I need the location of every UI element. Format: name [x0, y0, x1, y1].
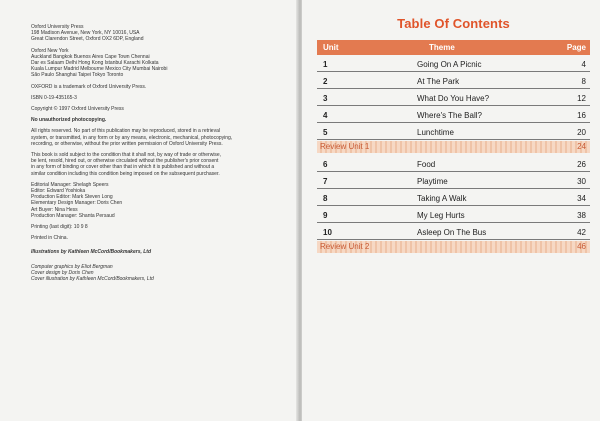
toc-unit-row — [317, 206, 590, 223]
unit-page-number: 34 — [577, 194, 586, 203]
staff-credits — [31, 182, 286, 219]
unit-number: 9 — [323, 211, 328, 220]
toc-body — [317, 55, 590, 253]
toc-unit-row — [317, 55, 590, 72]
header-page: Page — [566, 43, 586, 52]
printed-in: Printed in China. — [31, 235, 68, 242]
condition-line: in any form of binding or cover other than that in which it is published and without a — [31, 164, 215, 171]
unit-page-number: 12 — [577, 94, 586, 103]
isbn: ISBN 0-19-435165-3 — [31, 94, 77, 101]
unit-number: 3 — [323, 94, 328, 103]
rights-line: All rights reserved. No part of this publication may be reproduced, stored in a retrieval — [31, 128, 220, 135]
unit-theme: Asleep On The Bus — [417, 228, 487, 237]
unit-theme: Taking A Walk — [417, 194, 467, 203]
toc-review-row — [317, 241, 590, 253]
graphics-credits — [31, 264, 286, 283]
toc-unit-row — [317, 72, 590, 89]
review-label: Review Unit 2 — [320, 242, 370, 251]
header-theme: Theme — [429, 43, 455, 52]
unit-number: 2 — [323, 77, 328, 86]
unit-number: 10 — [323, 228, 332, 237]
rights-paragraph — [31, 128, 286, 147]
toc-unit-row — [317, 89, 590, 106]
address-line: Oxford University Press — [31, 24, 84, 30]
unit-page-number: 8 — [581, 77, 586, 86]
unit-page-number: 16 — [577, 111, 586, 120]
contents-page — [302, 0, 600, 421]
graphics-credit-line: Cover design by Doris Chen — [31, 269, 94, 276]
unit-theme: Playtime — [417, 177, 448, 186]
illustrations-credit: Illustrations by Kathleen McCord/Bookmakers, Ltd — [31, 249, 152, 256]
unit-page-number: 26 — [577, 160, 586, 169]
credit-line: Production Manager: Shanta Persaud — [31, 212, 115, 219]
toc-unit-row — [317, 189, 590, 206]
header-unit: Unit — [323, 43, 339, 52]
unit-page-number: 38 — [577, 211, 586, 220]
unit-theme: My Leg Hurts — [417, 211, 465, 220]
unit-theme: Where's The Ball? — [417, 111, 482, 120]
offices-line: Auckland Bangkok Buenos Aires Cape Town Chennai — [31, 53, 150, 60]
graphics-credit-line: Cover illustration by Kathleen McCord/Bookmakers, Ltd — [31, 276, 154, 283]
toc-header-row — [317, 40, 590, 55]
address-line: 198 Madison Avenue, New York, NY 10016, USA — [31, 30, 140, 37]
unit-page-number: 42 — [577, 228, 586, 237]
trademark-notice: OXFORD is a trademark of Oxford University Press. — [31, 83, 147, 90]
credit-line: Production Editor: Mark Steven Long — [31, 194, 113, 201]
offices-line: Oxford New York — [31, 47, 69, 54]
unit-number: 1 — [323, 60, 328, 69]
condition-paragraph — [31, 152, 286, 177]
unit-number: 5 — [323, 128, 328, 137]
toc-unit-row — [317, 123, 590, 140]
publisher-address — [31, 24, 286, 43]
condition-line: This book is sold subject to the condition that it shall not, by way of trade or otherwise, — [31, 152, 222, 159]
unit-number: 7 — [323, 177, 328, 186]
condition-line: similar condition including this condition being imposed on the subsequent purchaser. — [31, 170, 220, 177]
publisher-offices — [31, 48, 286, 79]
unit-page-number: 20 — [577, 128, 586, 137]
toc-review-row — [317, 141, 590, 153]
no-photocopy-notice: No unauthorized photocopying. — [31, 117, 107, 124]
rights-line: system, or transmitted, in any form or by any means, electronic, mechanical, photocopying, — [31, 134, 233, 141]
review-label: Review Unit 1 — [320, 142, 370, 151]
offices-line: São Paulo Shanghai Taipei Tokyo Toronto — [31, 72, 124, 79]
credit-line: Elementary Design Manager: Doris Chen — [31, 200, 123, 207]
rights-line: recording, or otherwise, without the prior written permission of Oxford University Press. — [31, 140, 223, 147]
unit-theme: At The Park — [417, 77, 460, 86]
toc-unit-row — [317, 106, 590, 123]
credit-line: Art Buyer: Nina Hess — [31, 206, 78, 213]
toc-unit-row — [317, 172, 590, 189]
copyright-notice: Copyright © 1997 Oxford University Press — [31, 106, 124, 113]
unit-theme: Lunchtime — [417, 128, 454, 137]
toc-unit-row — [317, 155, 590, 172]
unit-number: 4 — [323, 111, 328, 120]
unit-theme: What Do You Have? — [417, 94, 490, 103]
review-page-number: 24 — [577, 142, 586, 151]
review-page-number: 46 — [577, 242, 586, 251]
copyright-page — [0, 0, 298, 421]
unit-page-number: 4 — [581, 60, 586, 69]
address-line: Great Clarendon Street, Oxford OX2 6DP, England — [31, 36, 144, 43]
credit-line: Editorial Manager: Shelagh Speers — [31, 181, 109, 188]
toc-unit-row — [317, 223, 590, 240]
unit-theme: Going On A Picnic — [417, 60, 482, 69]
graphics-credit-line: Computer graphics by Eliot Bergman — [31, 263, 113, 270]
toc-title: Table Of Contents — [397, 16, 510, 31]
credit-line: Editor: Edward Yoshioka — [31, 188, 86, 195]
printing-line: Printing (last digit): 10 9 8 — [31, 224, 88, 231]
condition-line: be lent, resold, hired out, or otherwise circulated without the publisher's prior consent — [31, 158, 219, 165]
unit-number: 6 — [323, 160, 328, 169]
unit-page-number: 30 — [577, 177, 586, 186]
unit-number: 8 — [323, 194, 328, 203]
offices-line: Kuala Lumpur Madrid Melbourne Mexico City Mumbai Nairobi — [31, 66, 168, 73]
unit-theme: Food — [417, 160, 436, 169]
offices-line: Dar es Salaam Delhi Hong Kong Istanbul Karachi Kolkata — [31, 60, 159, 67]
